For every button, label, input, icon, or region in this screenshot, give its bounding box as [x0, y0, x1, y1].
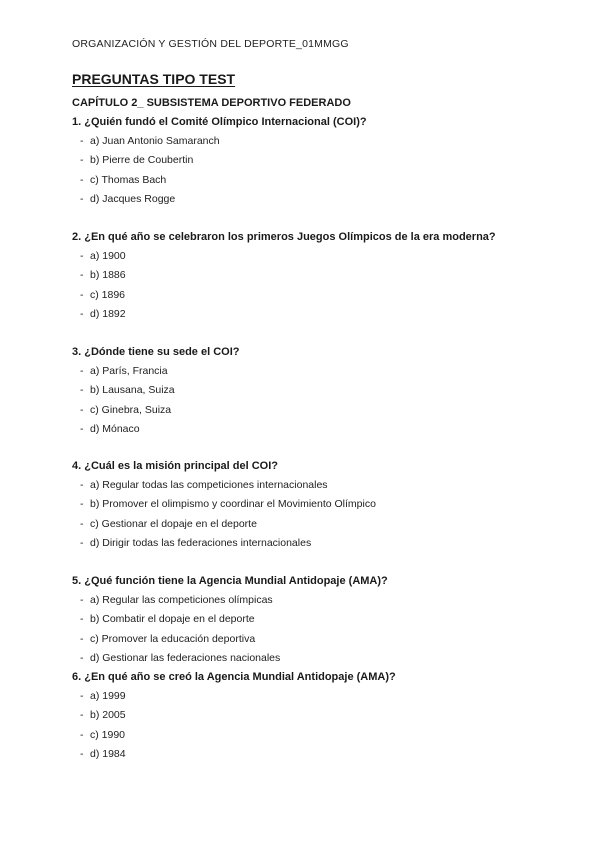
question-text: 2. ¿En qué año se celebraron los primeros Juegos Olímpicos de la era moderna? — [72, 231, 496, 243]
option-list — [72, 134, 592, 206]
option-a: - a) 1900 — [80, 250, 126, 263]
chapter-heading: CAPÍTULO 2_ SUBSISTEMA DEPORTIVO FEDERADO — [72, 97, 351, 109]
option-list — [72, 478, 592, 550]
option-b: - b) Promover el olimpismo y coordinar el Movimiento Olímpico — [80, 498, 376, 511]
option-c: - c) Thomas Bach — [80, 173, 167, 186]
question-text: 4. ¿Cuál es la misión principal del COI? — [72, 460, 278, 472]
option-b: - b) 1886 — [80, 269, 126, 282]
option-a: - a) 1999 — [80, 690, 126, 703]
option-c: - c) 1896 — [80, 288, 126, 301]
option-d: - d) 1892 — [80, 307, 126, 320]
option-c: - c) Promover la educación deportiva — [80, 632, 256, 645]
option-d: - d) Dirigir todas las federaciones internacionales — [80, 536, 312, 549]
option-a: - a) Juan Antonio Samaranch — [80, 135, 220, 148]
option-c: - c) Ginebra, Suiza — [80, 403, 172, 416]
option-c: - c) Gestionar el dopaje en el deporte — [80, 517, 257, 530]
question-5 — [72, 574, 592, 665]
option-c: - c) 1990 — [80, 728, 126, 741]
option-b: - b) 2005 — [80, 709, 126, 722]
option-d: - d) Jacques Rogge — [80, 192, 176, 205]
question-4 — [72, 459, 592, 550]
question-text: 5. ¿Qué función tiene la Agencia Mundial Antidopaje (AMA)? — [72, 575, 388, 587]
question-2 — [72, 230, 592, 321]
question-1 — [72, 115, 592, 206]
option-d: - d) 1984 — [80, 747, 126, 760]
document-title: PREGUNTAS TIPO TEST — [72, 71, 236, 87]
running-header: ORGANIZACIÓN Y GESTIÓN DEL DEPORTE_01MMGG — [72, 38, 349, 50]
option-d: - d) Gestionar las federaciones nacionales — [80, 651, 281, 664]
option-a: - a) Regular las competiciones olímpicas — [80, 594, 273, 607]
question-3 — [72, 345, 592, 436]
option-d: - d) Mónaco — [80, 422, 140, 435]
question-text: 3. ¿Dónde tiene su sede el COI? — [72, 346, 240, 358]
option-a: - a) París, Francia — [80, 365, 168, 378]
question-6 — [72, 670, 592, 761]
option-list — [72, 689, 592, 761]
option-b: - b) Combatir el dopaje en el deporte — [80, 613, 255, 626]
option-a: - a) Regular todas las competiciones internacionales — [80, 479, 328, 492]
question-text: 6. ¿En qué año se creó la Agencia Mundial Antidopaje (AMA)? — [72, 671, 396, 683]
option-b: - b) Lausana, Suiza — [80, 384, 175, 397]
option-list — [72, 593, 592, 665]
option-b: - b) Pierre de Coubertin — [80, 154, 194, 167]
option-list — [72, 249, 592, 321]
question-text: 1. ¿Quién fundó el Comité Olímpico Internacional (COI)? — [72, 116, 367, 128]
option-list — [72, 364, 592, 436]
